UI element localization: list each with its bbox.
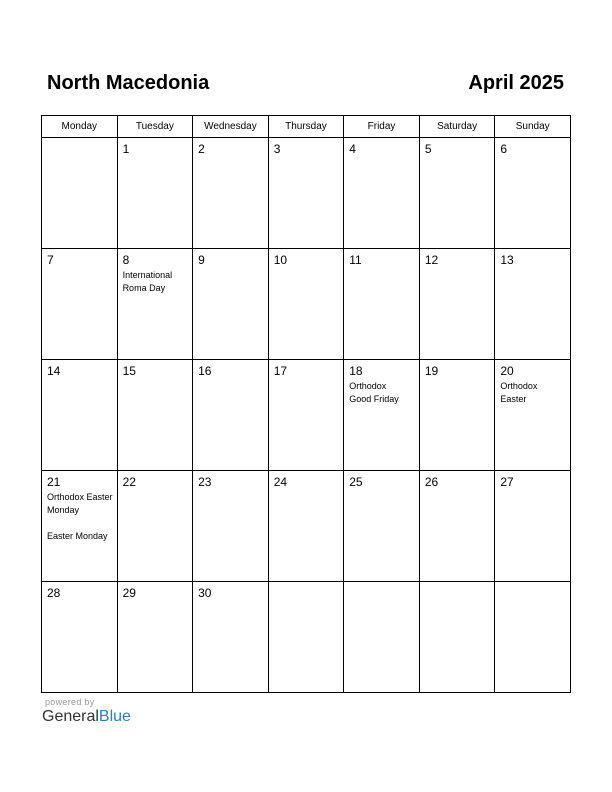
day-cell <box>42 582 118 693</box>
day-number: 25 <box>349 475 363 489</box>
day-cell <box>344 471 420 582</box>
day-number: 26 <box>424 475 439 489</box>
week-row <box>42 360 571 471</box>
day-number: 14 <box>47 364 61 378</box>
day-cell <box>495 138 571 249</box>
day-number: 12 <box>424 253 439 267</box>
day-number: 27 <box>500 475 514 489</box>
day-cell <box>193 582 269 693</box>
day-cell <box>117 471 193 582</box>
holiday-label: Orthodox Easter <box>500 381 538 404</box>
day-cell <box>419 138 495 249</box>
holiday-label: Orthodox Easter Monday <box>47 492 113 515</box>
day-cell <box>495 249 571 360</box>
day-cell <box>193 360 269 471</box>
day-cell <box>42 138 118 249</box>
day-cell <box>193 249 269 360</box>
day-cell <box>42 249 118 360</box>
week-row <box>42 582 571 693</box>
day-number: 4 <box>349 142 356 156</box>
week-row <box>42 249 571 360</box>
day-number: 22 <box>122 475 136 489</box>
weekday-sunday: Sunday <box>495 116 571 138</box>
day-number: 30 <box>198 586 212 600</box>
holiday-label: Easter Monday <box>47 531 108 541</box>
day-number: 8 <box>122 253 130 267</box>
day-cell <box>117 138 193 249</box>
day-cell <box>117 249 193 360</box>
day-cell <box>419 360 495 471</box>
day-cell <box>495 471 571 582</box>
weekday-header-row <box>42 116 571 138</box>
day-number: 20 <box>500 364 514 378</box>
day-number: 29 <box>122 586 136 600</box>
day-number: 11 <box>349 253 362 267</box>
day-cell <box>268 360 344 471</box>
day-number: 15 <box>122 364 136 378</box>
day-cell <box>344 582 420 693</box>
week-row <box>42 138 571 249</box>
day-cell <box>419 249 495 360</box>
day-cell <box>268 471 344 582</box>
day-cell <box>344 249 420 360</box>
day-number: 19 <box>424 364 439 378</box>
day-cell <box>419 471 495 582</box>
day-number: 10 <box>273 253 288 267</box>
weekday-tuesday: Tuesday <box>117 116 193 138</box>
day-number: 3 <box>273 142 281 156</box>
day-number: 24 <box>273 475 288 489</box>
day-number: 23 <box>198 475 212 489</box>
day-number: 7 <box>47 253 54 267</box>
brand-general: General <box>42 708 99 725</box>
day-cell <box>42 471 118 582</box>
day-cell <box>495 360 571 471</box>
powered-by-label: powered by <box>45 697 95 707</box>
day-number: 1 <box>122 142 130 156</box>
weekday-monday: Monday <box>42 116 118 138</box>
brand-logo[interactable] <box>42 708 131 726</box>
weekday-saturday: Saturday <box>419 116 495 138</box>
day-cell <box>268 582 344 693</box>
day-number: 21 <box>47 475 61 489</box>
week-row <box>42 471 571 582</box>
month-title: April 2025 <box>468 72 564 94</box>
day-cell <box>193 138 269 249</box>
calendar-grid <box>41 115 571 693</box>
day-number: 18 <box>349 364 363 378</box>
day-number: 13 <box>500 253 514 267</box>
day-cell <box>117 582 193 693</box>
day-cell <box>193 471 269 582</box>
day-number: 17 <box>273 364 288 378</box>
day-cell <box>419 582 495 693</box>
weekday-wednesday: Wednesday <box>193 116 269 138</box>
day-number: 5 <box>424 142 432 156</box>
day-number: 2 <box>198 142 205 156</box>
day-cell <box>344 360 420 471</box>
day-number: 16 <box>198 364 212 378</box>
day-cell <box>42 360 118 471</box>
day-number: 9 <box>198 253 205 267</box>
day-cell <box>117 360 193 471</box>
holiday-label: Orthodox Good Friday <box>349 381 399 404</box>
day-number: 28 <box>47 586 61 600</box>
day-cell <box>268 249 344 360</box>
day-cell <box>495 582 571 693</box>
holiday-label: International Roma Day <box>122 270 173 293</box>
weekday-thursday: Thursday <box>268 116 344 138</box>
country-title: North Macedonia <box>47 72 210 94</box>
day-cell <box>268 138 344 249</box>
day-number: 6 <box>500 142 508 156</box>
weekday-friday: Friday <box>344 116 420 138</box>
day-cell <box>344 138 420 249</box>
brand-blue: Blue <box>98 708 131 725</box>
